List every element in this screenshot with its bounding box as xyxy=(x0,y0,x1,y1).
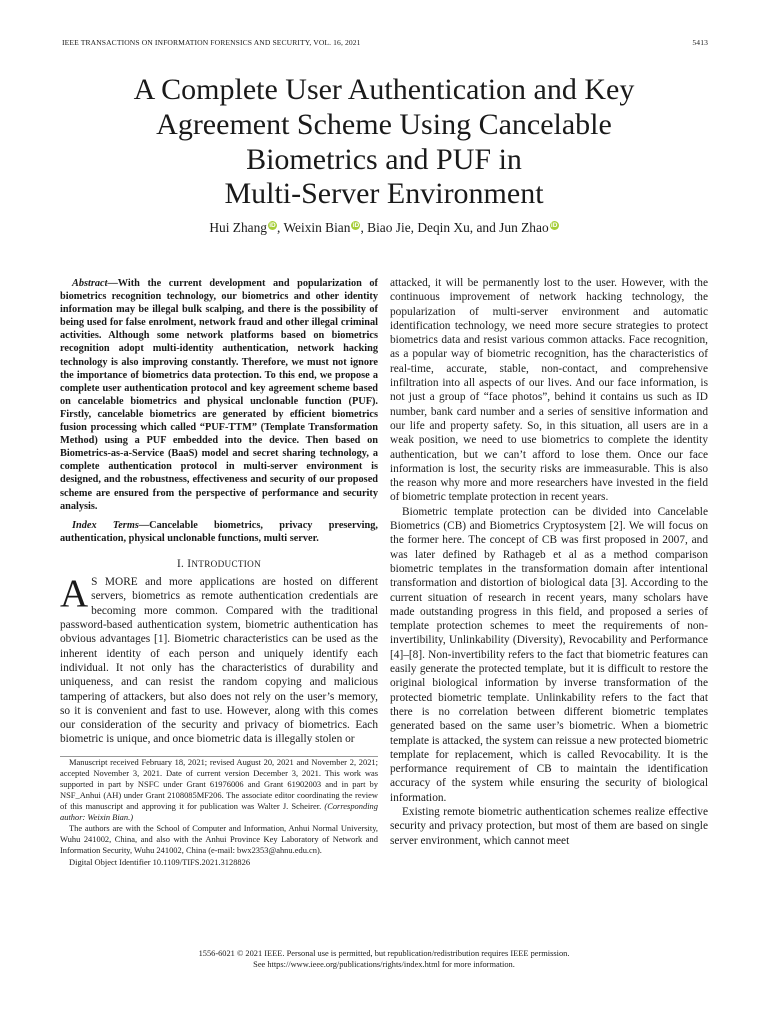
orcid-icon[interactable]: iD xyxy=(550,221,558,229)
copyright-line: 1556-6021 © 2021 IEEE. Personal use is permitted, but republication/redistribution requires IEEE permission. xyxy=(198,949,570,958)
footnote-corresponding: (Corresponding author: Weixin Bian.) xyxy=(60,801,378,823)
author-name: Hui Zhang xyxy=(209,220,267,235)
title-line-1: A Complete User Authentication and Key xyxy=(133,73,635,106)
section-title: NTRODUCTION xyxy=(191,558,262,569)
author-separator: , xyxy=(277,220,284,235)
body-paragraph: Existing remote biometric authentication schemes realize effective security and privacy protection, but most of them are based on single server environment, which cannot meet xyxy=(390,805,708,847)
author-name: Weixin Bian xyxy=(283,220,351,235)
index-terms-text: Cancelable biometrics, privacy preserving, authentication, physical unclonable functions, multi server. xyxy=(60,519,378,544)
abstract-text: With the current development and popularization of biometrics recognition technology, our biometrics and other identity information may be illegal bulk scalping, and there is the possibility of being used for false enrolment, network fraud and other illegal criminal activities. Although some network platforms based on biometrics recognition adopt multi-identity authentication, network hacking technology is also improving constantly. Therefore, we must not ignore the importance of biometrics data protection. To this end, we propose a complete user authentication protocol and key agreement scheme based on cancelable biometrics and physical unclonable function (PUF). Firstly, cancelable biometrics are generated by efficient biometrics fusion processing which called “PUF-TTM” (Template Transformation Method) using a PUF embedded into the device. Then based on Biometrics-as-a-Service (BaaS) model and secret sharing technology, a complete authentication protocol in multi-server environment is designed, and the robustness, effectiveness and security of our proposed scheme are ensured from the perspective of performance and security analysis. xyxy=(60,278,378,512)
permissions-link[interactable]: See https://www.ieee.org/publications/rights/index.html for more information. xyxy=(253,960,515,970)
author-list xyxy=(60,220,708,236)
drop-cap: A xyxy=(60,572,89,616)
author-name: Jun Zhao xyxy=(499,220,549,235)
title-line-3: Biometrics and PUF in xyxy=(246,142,522,176)
index-terms xyxy=(60,519,378,545)
body-paragraph: Biometric template protection can be divided into Cancelable Biometrics (CB) and Biometrics Cryptosystem [2]. We will focus on the former here. The concept of CB was first proposed in 2007, and was later defined by Rathageb et al as a method comparison biometric templates in the transformation domain after intentional transformation and distortion of biological data [3]. According to the current situation of research in recent years, many scholars have made outstanding progress in this field, and proposed a series of template protection schemes to meet the requirements of non-invertibility, Unlinkability (Diversity), Revocability and Performance [4]–[8]. Non-invertibility refers to the fact that biometric features can easily generate the protected template, but it is difficult to restore the original biological information by inverse transformation of the protected biometric template. Unlinkability refers to the fact that there is no correlation between different biometric templates generated based on the same user’s biometric. When a biometric template is attacked, the system can reissue a new protected biometric template for replacement, which is called Revocability. It is the performance requirement of CB to maintain the identification accuracy of the system while ensuring the security of biological information. xyxy=(390,505,708,804)
abstract-dash: — xyxy=(107,278,118,289)
title-line-2: Agreement Scheme Using Cancelable xyxy=(156,107,612,141)
index-terms-dash: — xyxy=(138,519,150,531)
running-header xyxy=(62,38,708,47)
section-number: I. I xyxy=(176,557,192,570)
orcid-icon[interactable]: iD xyxy=(352,221,360,229)
index-terms-label: Index Terms xyxy=(72,519,139,531)
orcid-icon[interactable]: iD xyxy=(269,221,276,229)
footnote-doi[interactable]: Digital Object Identifier 10.1109/TIFS.2021.3128826 xyxy=(69,856,251,867)
paper-title xyxy=(60,73,708,212)
intro-lead: S MORE xyxy=(91,576,138,589)
intro-paragraph xyxy=(60,572,378,747)
right-column xyxy=(390,276,708,848)
abstract-label: Abstract xyxy=(72,278,108,289)
section-heading xyxy=(60,557,378,571)
body-paragraph: attacked, it will be permanently lost to the user. However, with the continuous improvement of network hacking technology, the popularization of multi-server environment and automatic identification technology, we need more secure strategies to protect biometrics data and resist various common attacks. Face recognition, as a popular way of biometric recognition, has the characteristics of real-time, accurate, stable, non-contact, and comprehensive infiltration into all aspects of our lives. And our face information, is not just a group of “face photos”, behind it contains us such as ID number, bank card number and a series of sensitive information and our life and property safety. So, in this situation, all users are in a weak position, we need to use biometrics to complete the identity authentication, but we can’t afford to lose them. Once our face information is lost, the security risks are immeasurable. This is also the reason why more and more researchers have invested in the field of biometric template protection in recent years. xyxy=(390,277,708,504)
intro-text: and more applications are hosted on different servers, biometrics as remote authentication credentials are becoming more common. Compared with the traditional password-based authentication system, biometric authentication has obvious advantages [1]. Biometric characteristics can be used as the inherent identity of each person and uniquely identify each individual. It not only has the characteristics of durability and uniqueness, and can resist the random copying and malicious tampering of attackers, but also does not rely on the user’s memory, so it is convenient and fast to use. However, along with this comes our consideration of the security and privacy of biometrics. Each biometric is unique, and once biometric data is illegally stolen or xyxy=(60,576,378,746)
author-names-rest: , Biao Jie, Deqin Xu, and xyxy=(360,220,500,235)
copyright-footer xyxy=(60,948,708,970)
abstract xyxy=(60,277,378,513)
page-number: 5413 xyxy=(692,38,708,47)
footnote-received-text: Manuscript received February 18, 2021; revised August 20, 2021 and November 2, 2021; accepted November 3, 2021. Date of current version December 3, 2021. This work was supported in part by NSFC under Grant 61976006 and Grant 61902003 and in part by NSF_Anhui (AH) under Grant 2108085MF206. The associate editor coordinating the review of this manuscript and approving it for publication was Walter J. Scheirer. xyxy=(60,756,378,812)
footnote-received xyxy=(60,757,378,824)
journal-name: IEEE TRANSACTIONS ON INFORMATION FORENSICS AND SECURITY, VOL. 16, 2021 xyxy=(62,38,361,47)
left-column xyxy=(60,277,378,868)
title-line-4: Multi-Server Environment xyxy=(224,177,544,211)
footnote-affiliation: The authors are with the School of Computer and Information, Anhui Normal University, Wuhu 241002, China, and also with the Anhui Province Key Laboratory of Network and Information Security, Wuhu 241002, China (e-mail: bwx2353@ahnu.edu.cn). xyxy=(60,823,378,856)
